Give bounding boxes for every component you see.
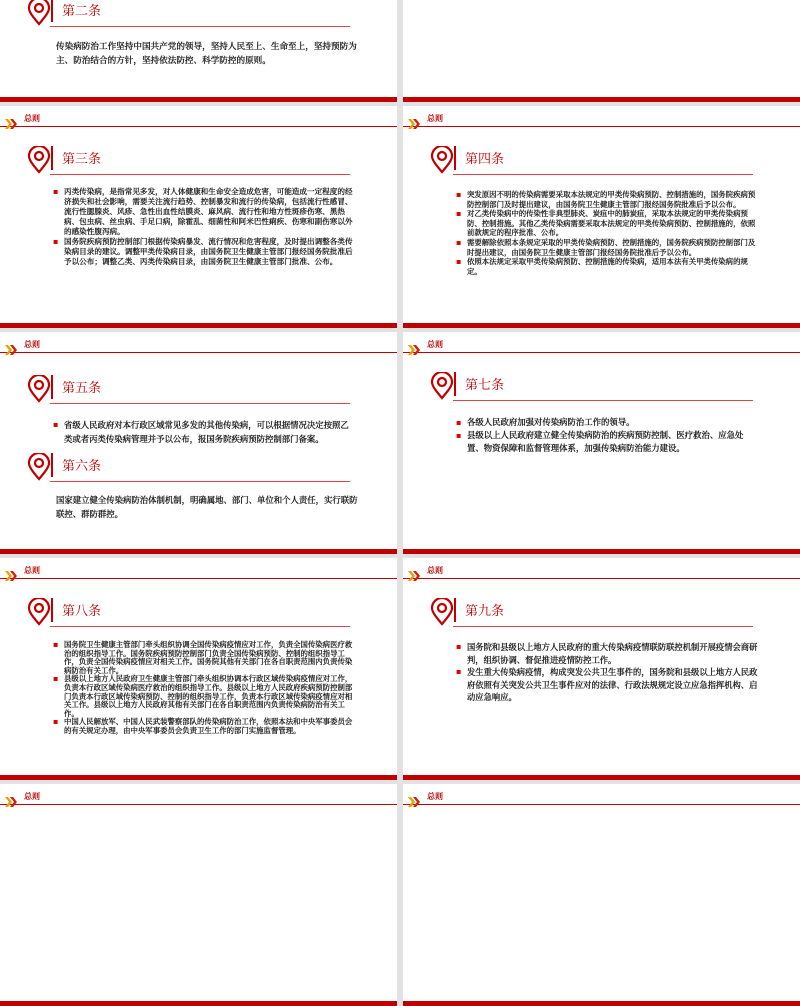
slide-thumbnail[interactable] [0, 0, 397, 102]
slide-footer-band [0, 549, 397, 554]
article-title: 第九条 [465, 604, 505, 619]
bullet-icon: ▪ [53, 187, 59, 196]
title-divider [51, 453, 53, 477]
bullet-icon: ▪ [456, 418, 462, 427]
bullet-list [456, 641, 759, 704]
bullet-item [456, 209, 759, 238]
section-label: 总则 [24, 792, 40, 801]
bullet-item [456, 429, 759, 455]
bullet-icon: ▪ [53, 640, 59, 649]
article-title-row [453, 146, 753, 175]
slide-thumbnail[interactable] [0, 558, 397, 780]
bullet-icon: ▪ [53, 674, 59, 684]
bullet-text: 需要解除依照本条规定采取的甲类传染病预防、控制措施的，国务院疾病预防控制部门及时提出建议，由国务院卫生健康主管部门报经国务院批准后予以公布。 [467, 237, 756, 257]
double-chevron-icon [408, 792, 422, 802]
article-block [0, 598, 397, 736]
slide-thumbnail[interactable] [403, 558, 800, 780]
bullet-text: 发生重大传染病疫情，构成突发公共卫生事件的，国务院和县级以上地方人民政府依照有关突发公共卫生事件应对的法律、行政法规规定设立应急指挥机构、启动应急响应。 [467, 667, 758, 702]
double-chevron-icon [5, 340, 19, 350]
bullet-text: 省级人民政府对本行政区域常见多发的其他传染病，可以根据情况决定按照乙类或者丙类传染病管理并予以公布，报国务院疾病预防控制部门备案。 [64, 420, 349, 444]
slide-header [0, 784, 397, 805]
slide-footer-band [0, 775, 397, 780]
slide-footer-band [403, 1001, 800, 1006]
section-label: 总则 [24, 566, 40, 575]
slide-thumbnail[interactable] [0, 784, 397, 1006]
bullet-icon: ▪ [456, 642, 462, 651]
slide-content [0, 146, 397, 267]
bullet-text: 各级人民政府加强对传染病防治工作的领导。 [467, 417, 635, 427]
bullet-icon: ▪ [53, 237, 59, 246]
article-title: 第三条 [62, 152, 102, 167]
article-paragraph: 国家建立健全传染病防治体制机制，明确属地、部门、单位和个人责任，实行联防联控、群防群控。 [56, 495, 358, 519]
slide-footer-band [0, 1001, 397, 1006]
title-divider [51, 146, 53, 170]
title-divider [454, 598, 456, 622]
slide-content [403, 598, 800, 704]
bullet-list [456, 416, 759, 455]
slide-header [0, 332, 397, 353]
article-title-row [50, 453, 350, 482]
article-block [403, 372, 800, 455]
slide-thumbnail[interactable] [0, 332, 397, 554]
title-divider [51, 0, 53, 22]
bullet-text: 对乙类传染病中的传染性非典型肺炎、炭疽中的肺炭疽，采取本法规定的甲类传染病预防、控制措施。其他乙类传染病需要采取本法规定的甲类传染病预防、控制措施的，依照前款规定的程序批准、公布。 [467, 209, 756, 238]
bullet-item [53, 187, 356, 237]
slide-header [0, 558, 397, 579]
section-label: 总则 [427, 340, 443, 349]
section-label: 总则 [24, 340, 40, 349]
bullet-item [456, 416, 759, 429]
title-divider [454, 146, 456, 170]
slide-content [0, 0, 397, 68]
bullet-text: 中国人民解放军、中国人民武装警察部队的传染病防治工作，依照本法和中央军事委员会的有关规定办理，由中央军事委员会负责卫生工作的部门实施监督管理。 [64, 717, 353, 735]
section-label: 总则 [427, 566, 443, 575]
slide-header [403, 332, 800, 353]
bullet-text: 国务院卫生健康主管部门牵头组织协调全国传染病疫情应对工作，负责全国传染病医疗救治的组织指导工作。国务院疾病预防控制部门负责全国传染病预防、控制的组织指导工作，负责全国传染病疫情应对相关工作。国务院其他有关部门在各自职责范围内负责传染病防治有关工作。 [64, 640, 353, 675]
bullet-text: 国务院疾病预防控制部门根据传染病暴发、流行情况和危害程度，及时提出调整各类传染病目录的建议。调整甲类传染病目录，由国务院卫生健康主管部门报经国务院批准后予以公布；调整乙类、丙类传染病目录，由国务院卫生健康主管部门批准、公布。 [64, 237, 353, 266]
double-chevron-icon [408, 114, 422, 124]
bullet-item [53, 640, 356, 675]
double-chevron-icon [408, 340, 422, 350]
section-label: 总则 [427, 114, 443, 123]
location-pin-icon [27, 0, 51, 26]
bullet-icon: ▪ [456, 431, 462, 440]
bullet-text: 国务院和县级以上地方人民政府的重大传染病疫情联防联控机制开展疫情会商研判，组织协调、督促推进疫情防控工作。 [467, 642, 758, 665]
slide-header [403, 558, 800, 579]
article-title: 第四条 [465, 152, 505, 167]
bullet-item [456, 641, 759, 666]
bullet-item [53, 418, 356, 446]
bullet-text: 县级以上地方人民政府卫生健康主管部门牵头组织协调本行政区域传染病疫情应对工作，负责本行政区域传染病医疗救治的组织指导工作。县级以上地方人民政府疾病预防控制部门负责本行政区域传染病预防、控制的组织指导工作，负责本行政区域传染病疫情应对相关工作。县级以上地方人民政府其他有关部门在各自职责范围内负责传染病防治有关工作。 [64, 674, 353, 718]
slide-header [0, 106, 397, 127]
double-chevron-icon [5, 114, 19, 124]
article-block [0, 0, 397, 68]
article-paragraph: 传染病防治工作坚持中国共产党的领导，坚持人民至上、生命至上，坚持预防为主、防治结合的方针，坚持依法防控、科学防控的原则。 [56, 42, 357, 66]
bullet-icon: ▪ [456, 209, 462, 219]
slide-footer-band [0, 97, 397, 102]
title-divider [51, 598, 53, 622]
bullet-item [456, 257, 759, 276]
slide-footer-band [403, 549, 800, 554]
bullet-item [456, 190, 759, 209]
bullet-item [53, 237, 356, 267]
bullet-icon: ▪ [456, 237, 462, 247]
slide-content [403, 146, 800, 276]
article-title: 第二条 [62, 4, 102, 19]
article-title-row [50, 598, 350, 627]
slide-thumbnail[interactable] [0, 106, 397, 328]
slide-thumbnail[interactable] [403, 784, 800, 1006]
location-pin-icon [27, 146, 51, 174]
article-block [0, 146, 397, 267]
double-chevron-icon [5, 792, 19, 802]
slide-footer-band [403, 97, 800, 102]
article-title-row [50, 0, 350, 27]
article-title-row [453, 598, 753, 627]
title-divider [454, 372, 456, 396]
slide-content [403, 372, 800, 455]
bullet-icon: ▪ [456, 667, 462, 676]
article-title-row [453, 372, 753, 401]
bullet-list [456, 190, 759, 276]
bullet-text: 依照本法规定采取甲类传染病预防、控制措施的传染病，适用本法有关甲类传染病的规定。 [467, 257, 748, 276]
article-block [0, 375, 397, 446]
location-pin-icon [430, 146, 454, 174]
bullet-list [53, 187, 356, 267]
slide-footer-band [0, 323, 397, 328]
double-chevron-icon [5, 566, 19, 576]
bullet-item [53, 717, 356, 735]
article-title: 第六条 [62, 459, 102, 474]
article-title: 第八条 [62, 604, 102, 619]
article-title-row [50, 146, 350, 175]
bullet-icon: ▪ [456, 190, 462, 199]
slide-thumbnail[interactable] [403, 332, 800, 554]
slide-thumbnail[interactable] [403, 0, 800, 102]
article-title: 第五条 [62, 381, 102, 396]
title-divider [51, 375, 53, 399]
location-pin-icon [430, 598, 454, 626]
bullet-list [53, 640, 356, 736]
bullet-text: 丙类传染病，是指常见多发，对人体健康和生命安全造成危害，可能造成一定程度的经济损失和社会影响，需要关注流行趋势、控制暴发和流行的传染病，包括流行性感冒、流行性腮腺炎、风疹、急性出血性结膜炎、麻风病、流行性和地方性斑疹伤寒、黑热病、包虫病、丝虫病、手足口病，除霍乱、细菌性和阿米巴性痢疾、伤寒和副伤寒以外的感染性腹泻病。 [64, 187, 353, 236]
bullet-item [456, 666, 759, 704]
bullet-list [53, 418, 356, 446]
bullet-text: 突发原因不明的传染病需要采取本法规定的甲类传染病预防、控制措施的，国务院疾病预防控制部门及时提出建议，由国务院卫生健康主管部门报经国务院批准后予以公布。 [467, 190, 756, 209]
section-label: 总则 [427, 792, 443, 801]
location-pin-icon [27, 598, 51, 626]
location-pin-icon [27, 375, 51, 403]
bullet-item [456, 237, 759, 257]
location-pin-icon [430, 372, 454, 400]
slide-footer-band [403, 323, 800, 328]
article-block [0, 453, 397, 521]
article-block [403, 598, 800, 704]
double-chevron-icon [408, 566, 422, 576]
article-block [403, 146, 800, 276]
slide-thumbnail[interactable] [403, 106, 800, 328]
bullet-icon: ▪ [53, 717, 59, 727]
slide-content [0, 598, 397, 736]
slide-header [403, 106, 800, 127]
article-title: 第七条 [465, 378, 505, 393]
slide-footer-band [403, 775, 800, 780]
bullet-icon: ▪ [456, 257, 462, 267]
bullet-icon: ▪ [53, 420, 59, 429]
slide-content [0, 375, 397, 521]
location-pin-icon [27, 453, 51, 481]
bullet-item [53, 674, 356, 718]
bullet-text: 县级以上人民政府建立健全传染病防治的疾病预防控制、医疗救治、应急处置、物资保障和监督管理体系，加强传染病防治能力建设。 [467, 430, 744, 453]
article-title-row [50, 375, 350, 404]
slide-header [403, 784, 800, 805]
section-label: 总则 [24, 114, 40, 123]
